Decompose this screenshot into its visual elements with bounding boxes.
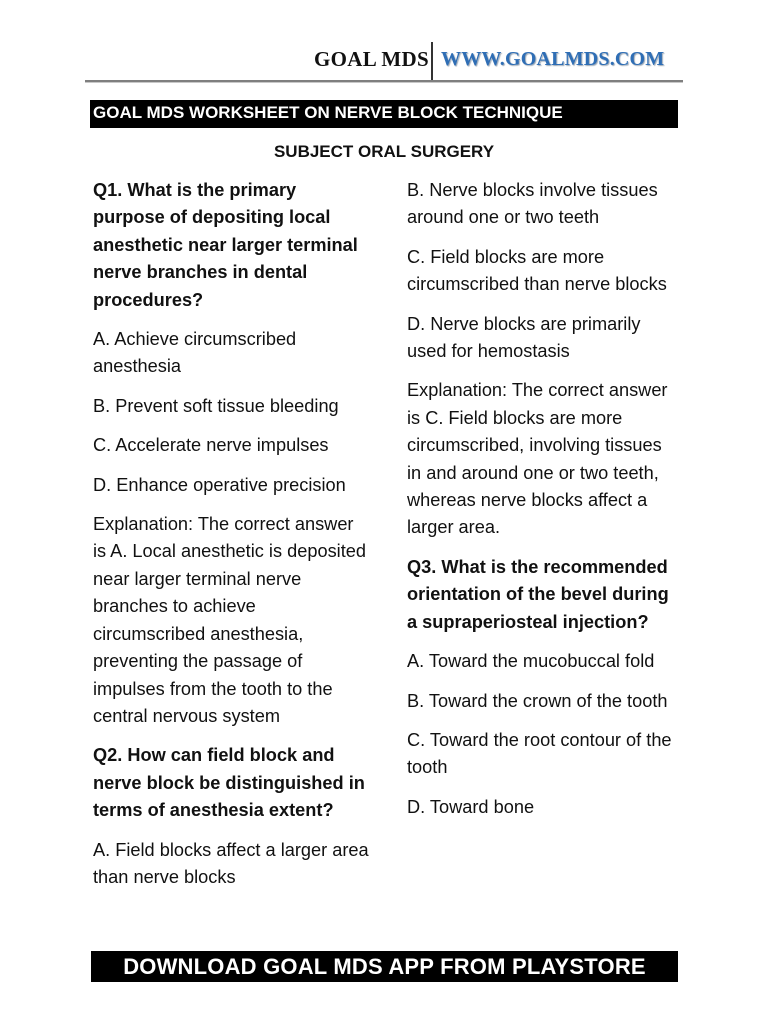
- q2-option-a: A. Field blocks affect a larger area than nerve blocks: [93, 839, 369, 887]
- question-1: Q1. What is the primary purpose of depositing local anesthetic near larger terminal nerve branches in dental procedures?: [93, 180, 358, 310]
- brand-name: GOAL MDS: [314, 47, 429, 71]
- website-link[interactable]: WWW.GOALMDS.COM: [441, 48, 665, 70]
- right-column: [407, 177, 679, 833]
- header-rule: [85, 80, 683, 82]
- q2-explanation: Explanation: The correct answer is C. Field blocks are more circumscribed, involving tissues in and around one or two teeth, whereas nerve blocks affect a larger area.: [407, 380, 668, 538]
- q3-option-a: A. Toward the mucobuccal fold: [407, 651, 655, 672]
- q3-option-c: C. Toward the root contour of the tooth: [407, 729, 672, 778]
- q1-option-b: B. Prevent soft tissue bleeding: [93, 395, 339, 416]
- question-3: Q3. What is the recommended orientation of the bevel during a supraperiosteal injection?: [407, 556, 669, 632]
- q2-option-b: B. Nerve blocks involve tissues around one or two teeth: [407, 180, 658, 228]
- q1-explanation: Explanation: The correct answer is A. Local anesthetic is deposited near larger terminal nerve branches to achieve circumscribed anesthesia, preventing the passage of impulses from the tooth to the central nervous system: [93, 514, 366, 726]
- download-app-banner: DOWNLOAD GOAL MDS APP FROM PLAYSTORE: [91, 951, 678, 982]
- q2-option-d: D. Nerve blocks are primarily used for hemostasis: [407, 313, 641, 362]
- q1-option-a: A. Achieve circumscribed anesthesia: [93, 329, 297, 377]
- q2-option-c: C. Field blocks are more circumscribed than nerve blocks: [407, 246, 667, 295]
- subject-heading: SUBJECT ORAL SURGERY: [273, 142, 495, 161]
- left-column: [93, 177, 369, 903]
- q1-option-d: D. Enhance operative precision: [93, 474, 346, 495]
- header-divider: [431, 42, 433, 80]
- question-2: Q2. How can field block and nerve block be distinguished in terms of anesthesia extent?: [93, 745, 365, 821]
- q3-option-b: B. Toward the crown of the tooth: [407, 690, 668, 711]
- worksheet-title: GOAL MDS WORKSHEET ON NERVE BLOCK TECHNIQUE: [90, 100, 678, 128]
- page-header: [86, 42, 682, 82]
- q3-option-d: D. Toward bone: [407, 796, 535, 817]
- q1-option-c: C. Accelerate nerve impulses: [93, 435, 329, 456]
